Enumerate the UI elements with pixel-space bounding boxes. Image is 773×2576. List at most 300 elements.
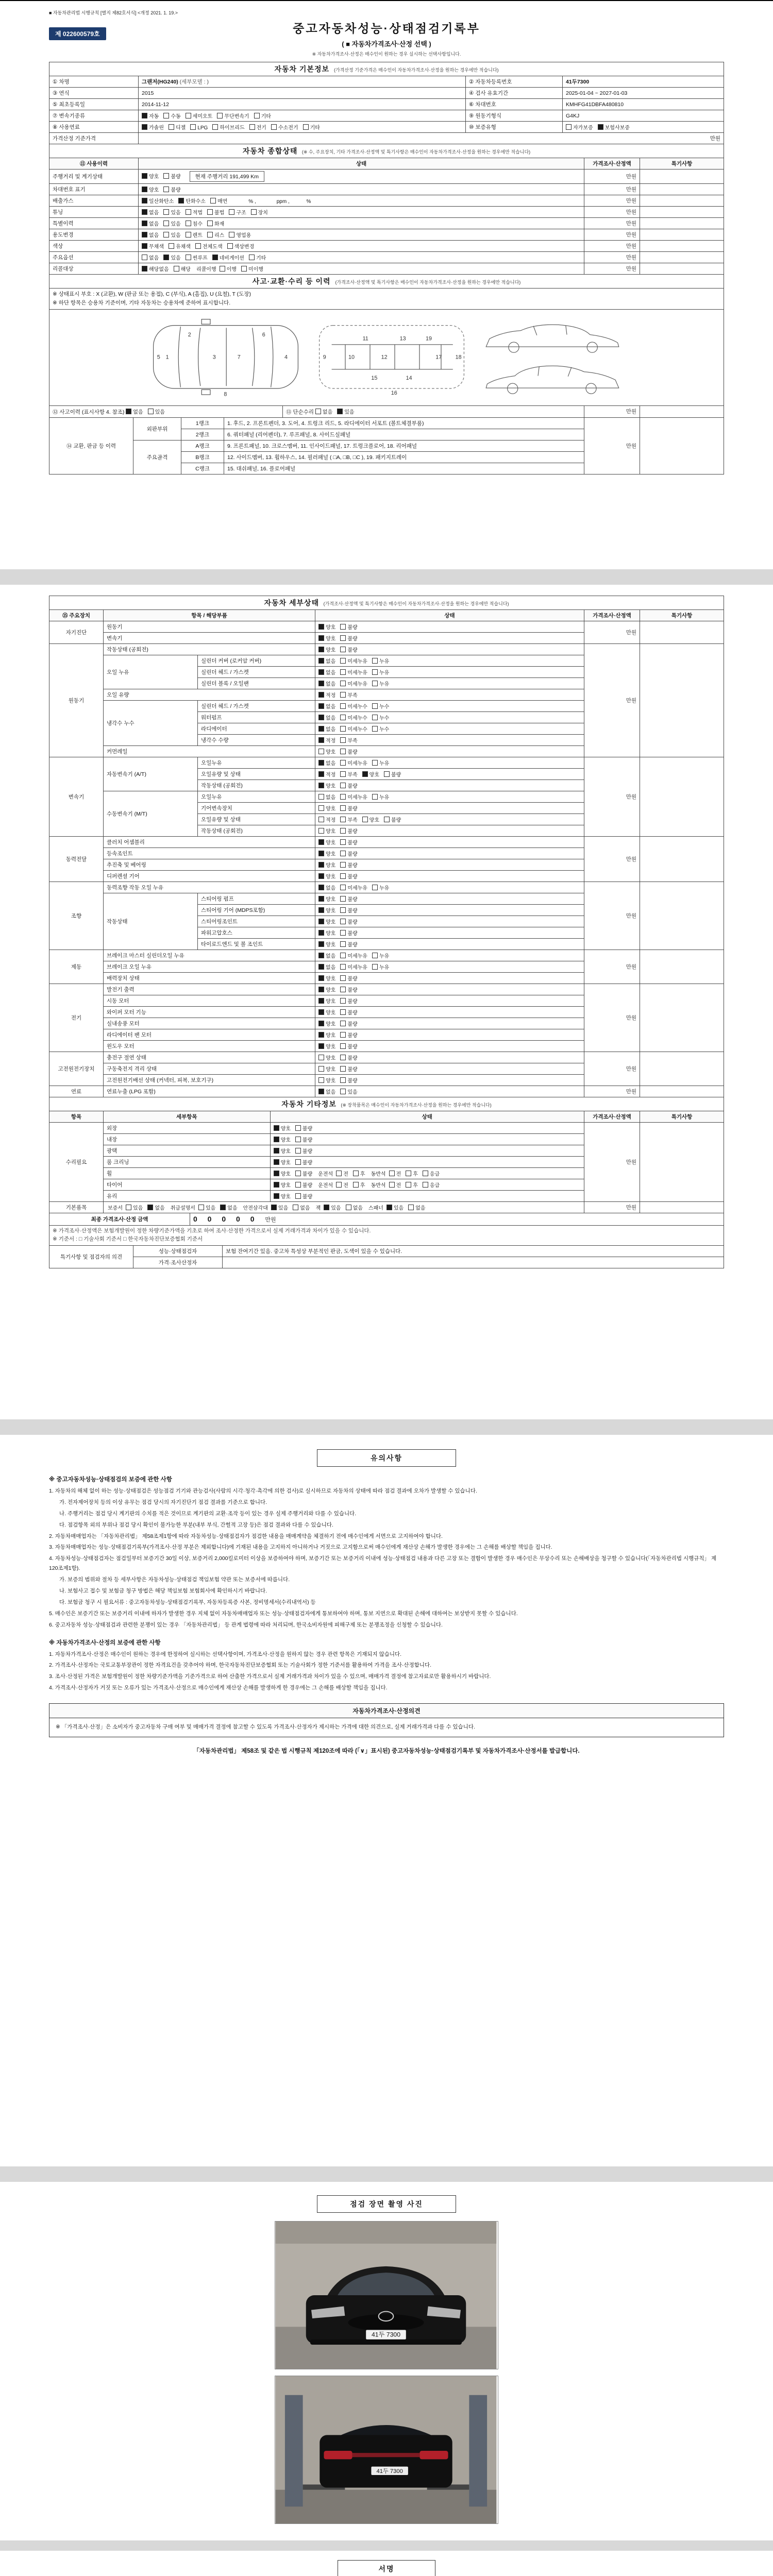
unchecked-checkbox[interactable] (340, 737, 346, 743)
unchecked-checkbox[interactable] (372, 885, 378, 890)
checkbox-option[interactable] (386, 1204, 404, 1211)
checkbox-option[interactable] (163, 208, 180, 216)
checkbox-option[interactable] (274, 1158, 291, 1166)
checked-checkbox[interactable] (324, 1205, 329, 1210)
checked-checkbox[interactable] (318, 930, 324, 936)
checked-checkbox[interactable] (318, 658, 324, 664)
checkbox-option[interactable] (148, 408, 165, 415)
checkbox-option[interactable] (340, 918, 357, 925)
unchecked-checkbox[interactable] (340, 1066, 346, 1072)
checked-checkbox[interactable] (318, 771, 324, 777)
checked-checkbox[interactable] (142, 198, 147, 204)
checkbox-option[interactable] (318, 691, 335, 699)
checkbox-option[interactable] (186, 112, 213, 120)
checkbox-option[interactable] (318, 974, 335, 982)
checkbox-option[interactable] (340, 1042, 357, 1050)
unchecked-checkbox[interactable] (340, 635, 346, 641)
unchecked-checkbox[interactable] (340, 771, 346, 777)
checked-checkbox[interactable] (318, 703, 324, 709)
checkbox-option[interactable] (142, 123, 164, 131)
checkbox-option[interactable] (318, 1008, 335, 1016)
checked-checkbox[interactable] (318, 987, 324, 992)
checkbox-option[interactable] (340, 1020, 357, 1027)
checkbox-option[interactable] (169, 242, 191, 250)
unchecked-checkbox[interactable] (340, 1055, 346, 1060)
checkbox-option[interactable] (389, 1170, 401, 1177)
checkbox-option[interactable] (337, 408, 354, 415)
unchecked-checkbox[interactable] (408, 1205, 414, 1210)
checkbox-option[interactable] (384, 816, 401, 823)
unchecked-checkbox[interactable] (346, 1205, 351, 1210)
checked-checkbox[interactable] (337, 409, 343, 414)
checkbox-option[interactable] (318, 940, 335, 948)
checkbox-option[interactable] (318, 872, 335, 880)
checked-checkbox[interactable] (142, 232, 147, 238)
checkbox-option[interactable] (229, 231, 251, 239)
checkbox-option[interactable] (271, 1204, 288, 1211)
checked-checkbox[interactable] (318, 715, 324, 720)
checkbox-option[interactable] (190, 124, 208, 131)
checkbox-option[interactable] (163, 219, 180, 227)
checkbox-option[interactable] (318, 838, 335, 846)
checkbox-option[interactable] (295, 1147, 312, 1155)
unchecked-checkbox[interactable] (303, 124, 309, 130)
unchecked-checkbox[interactable] (295, 1125, 301, 1131)
checked-checkbox[interactable] (318, 953, 324, 958)
checkbox-option[interactable] (340, 691, 357, 699)
unchecked-checkbox[interactable] (389, 1182, 395, 1188)
checked-checkbox[interactable] (318, 975, 324, 981)
checkbox-option[interactable] (372, 657, 389, 665)
checkbox-option[interactable] (318, 782, 335, 789)
checkbox-option[interactable] (318, 680, 335, 687)
unchecked-checkbox[interactable] (340, 1089, 346, 1094)
checkbox-option[interactable] (340, 940, 357, 948)
checkbox-option[interactable] (362, 770, 379, 778)
checkbox-option[interactable] (372, 963, 389, 971)
checkbox-option[interactable] (126, 408, 143, 415)
checked-checkbox[interactable] (142, 209, 147, 215)
checkbox-option[interactable] (340, 668, 367, 676)
checkbox-option[interactable] (372, 793, 389, 801)
checked-checkbox[interactable] (318, 647, 324, 652)
checkbox-option[interactable] (384, 770, 401, 778)
checkbox-option[interactable] (169, 123, 186, 131)
checked-checkbox[interactable] (126, 409, 131, 414)
checkbox-option[interactable] (318, 884, 335, 891)
checkbox-option[interactable] (340, 1088, 357, 1095)
checkbox-option[interactable] (186, 219, 203, 227)
checkbox-option[interactable] (212, 253, 244, 261)
checkbox-option[interactable] (295, 1158, 312, 1166)
checkbox-option[interactable] (251, 208, 268, 216)
checkbox-option[interactable] (318, 1054, 335, 1061)
unchecked-checkbox[interactable] (148, 409, 154, 414)
checkbox-option[interactable] (318, 850, 335, 857)
checkbox-option[interactable] (340, 770, 357, 778)
checked-checkbox[interactable] (318, 760, 324, 766)
unchecked-checkbox[interactable] (318, 1077, 324, 1083)
checkbox-option[interactable] (229, 208, 246, 216)
unchecked-checkbox[interactable] (372, 703, 378, 709)
checkbox-option[interactable] (274, 1124, 291, 1132)
checked-checkbox[interactable] (142, 243, 147, 249)
checkbox-option[interactable] (186, 231, 203, 239)
checkbox-option[interactable] (318, 793, 335, 801)
checkbox-option[interactable] (142, 172, 159, 180)
checkbox-option[interactable] (318, 1088, 335, 1095)
unchecked-checkbox[interactable] (318, 1066, 324, 1072)
checkbox-option[interactable] (295, 1136, 312, 1143)
unchecked-checkbox[interactable] (340, 692, 346, 698)
unchecked-checkbox[interactable] (353, 1182, 359, 1188)
checkbox-option[interactable] (315, 408, 332, 415)
checkbox-option[interactable] (318, 759, 335, 767)
unchecked-checkbox[interactable] (340, 1009, 346, 1015)
checkbox-option[interactable] (318, 952, 335, 959)
unchecked-checkbox[interactable] (163, 187, 169, 192)
unchecked-checkbox[interactable] (423, 1182, 428, 1188)
unchecked-checkbox[interactable] (340, 749, 346, 754)
unchecked-checkbox[interactable] (249, 255, 255, 260)
checkbox-option[interactable] (406, 1181, 418, 1189)
unchecked-checkbox[interactable] (340, 941, 346, 947)
checkbox-option[interactable] (274, 1147, 291, 1155)
checkbox-option[interactable] (340, 997, 357, 1005)
checkbox-option[interactable] (195, 242, 223, 250)
checked-checkbox[interactable] (318, 919, 324, 924)
checkbox-option[interactable] (340, 929, 357, 937)
checkbox-option[interactable] (566, 123, 593, 131)
checkbox-option[interactable] (340, 884, 367, 891)
checkbox-option[interactable] (340, 680, 367, 687)
checkbox-option[interactable] (318, 748, 335, 755)
checked-checkbox[interactable] (178, 198, 184, 204)
unchecked-checkbox[interactable] (340, 783, 346, 788)
checkbox-option[interactable] (318, 906, 335, 914)
checkbox-option[interactable] (186, 208, 203, 216)
unchecked-checkbox[interactable] (241, 266, 247, 272)
unchecked-checkbox[interactable] (340, 726, 346, 732)
checkbox-option[interactable] (372, 702, 389, 710)
unchecked-checkbox[interactable] (318, 828, 324, 834)
checkbox-option[interactable] (249, 253, 266, 261)
checkbox-option[interactable] (340, 793, 367, 801)
unchecked-checkbox[interactable] (195, 243, 201, 249)
checkbox-option[interactable] (340, 623, 357, 631)
unchecked-checkbox[interactable] (295, 1182, 301, 1188)
checkbox-option[interactable] (340, 838, 357, 846)
checked-checkbox[interactable] (318, 624, 324, 630)
checkbox-option[interactable] (340, 748, 357, 755)
checkbox-option[interactable] (303, 123, 320, 131)
checkbox-option[interactable] (353, 1181, 365, 1189)
checked-checkbox[interactable] (318, 885, 324, 890)
unchecked-checkbox[interactable] (372, 658, 378, 664)
checked-checkbox[interactable] (271, 1205, 277, 1210)
checkbox-option[interactable] (340, 850, 357, 857)
checkbox-option[interactable] (340, 759, 367, 767)
unchecked-checkbox[interactable] (340, 851, 346, 856)
unchecked-checkbox[interactable] (295, 1159, 301, 1165)
checkbox-option[interactable] (318, 736, 335, 744)
unchecked-checkbox[interactable] (340, 907, 346, 913)
unchecked-checkbox[interactable] (340, 998, 346, 1004)
unchecked-checkbox[interactable] (163, 232, 169, 238)
unchecked-checkbox[interactable] (340, 862, 346, 868)
checked-checkbox[interactable] (220, 1205, 226, 1210)
checkbox-option[interactable] (372, 725, 389, 733)
unchecked-checkbox[interactable] (340, 703, 346, 709)
unchecked-checkbox[interactable] (318, 1055, 324, 1060)
checked-checkbox[interactable] (274, 1148, 279, 1154)
checked-checkbox[interactable] (147, 1205, 153, 1210)
checkbox-option[interactable] (340, 861, 357, 869)
checkbox-option[interactable] (293, 1204, 310, 1211)
unchecked-checkbox[interactable] (212, 124, 218, 130)
checkbox-option[interactable] (220, 1204, 237, 1211)
unchecked-checkbox[interactable] (318, 749, 324, 754)
unchecked-checkbox[interactable] (362, 817, 368, 822)
checked-checkbox[interactable] (318, 1043, 324, 1049)
checkbox-option[interactable] (142, 265, 169, 273)
checkbox-option[interactable] (295, 1192, 312, 1200)
unchecked-checkbox[interactable] (340, 817, 346, 822)
unchecked-checkbox[interactable] (372, 726, 378, 732)
checkbox-option[interactable] (274, 1136, 291, 1143)
checkbox-option[interactable] (318, 963, 335, 971)
checked-checkbox[interactable] (386, 1205, 392, 1210)
unchecked-checkbox[interactable] (372, 794, 378, 800)
checked-checkbox[interactable] (362, 771, 368, 777)
checkbox-option[interactable] (340, 1065, 357, 1073)
checkbox-option[interactable] (318, 986, 335, 993)
unchecked-checkbox[interactable] (217, 113, 223, 118)
unchecked-checkbox[interactable] (340, 919, 346, 924)
checkbox-option[interactable] (163, 172, 180, 180)
unchecked-checkbox[interactable] (163, 173, 169, 179)
checkbox-option[interactable] (318, 1065, 335, 1073)
checked-checkbox[interactable] (318, 1032, 324, 1038)
checkbox-option[interactable] (423, 1170, 440, 1177)
checkbox-option[interactable] (163, 185, 180, 193)
unchecked-checkbox[interactable] (295, 1193, 301, 1199)
unchecked-checkbox[interactable] (340, 828, 346, 834)
checked-checkbox[interactable] (318, 692, 324, 698)
unchecked-checkbox[interactable] (340, 953, 346, 958)
unchecked-checkbox[interactable] (254, 113, 260, 118)
unchecked-checkbox[interactable] (340, 647, 346, 652)
checked-checkbox[interactable] (318, 1009, 324, 1015)
unchecked-checkbox[interactable] (340, 964, 346, 970)
checkbox-option[interactable] (353, 1170, 365, 1177)
unchecked-checkbox[interactable] (340, 1077, 346, 1083)
checkbox-option[interactable] (217, 112, 249, 120)
checked-checkbox[interactable] (318, 896, 324, 902)
checkbox-option[interactable] (318, 918, 335, 925)
checkbox-option[interactable] (318, 1076, 335, 1084)
checked-checkbox[interactable] (318, 873, 324, 879)
checked-checkbox[interactable] (318, 964, 324, 970)
checkbox-option[interactable] (210, 197, 227, 205)
unchecked-checkbox[interactable] (229, 209, 234, 215)
checked-checkbox[interactable] (318, 737, 324, 743)
checkbox-option[interactable] (227, 242, 255, 250)
checkbox-option[interactable] (207, 219, 224, 227)
checkbox-option[interactable] (186, 253, 208, 261)
unchecked-checkbox[interactable] (340, 839, 346, 845)
checkbox-option[interactable] (318, 895, 335, 903)
unchecked-checkbox[interactable] (186, 255, 191, 260)
checkbox-option[interactable] (372, 759, 389, 767)
checkbox-option[interactable] (295, 1170, 312, 1177)
checkbox-option[interactable] (271, 123, 298, 131)
checkbox-option[interactable] (318, 714, 335, 721)
checkbox-option[interactable] (340, 702, 367, 710)
unchecked-checkbox[interactable] (271, 124, 277, 130)
unchecked-checkbox[interactable] (318, 805, 324, 811)
unchecked-checkbox[interactable] (340, 760, 346, 766)
checkbox-option[interactable] (142, 219, 159, 227)
unchecked-checkbox[interactable] (340, 624, 346, 630)
unchecked-checkbox[interactable] (353, 1171, 359, 1176)
checkbox-option[interactable] (318, 668, 335, 676)
checkbox-option[interactable] (340, 895, 357, 903)
unchecked-checkbox[interactable] (372, 669, 378, 675)
unchecked-checkbox[interactable] (340, 873, 346, 879)
checkbox-option[interactable] (336, 1181, 348, 1189)
checked-checkbox[interactable] (274, 1171, 279, 1176)
unchecked-checkbox[interactable] (207, 221, 213, 226)
checkbox-option[interactable] (340, 1076, 357, 1084)
checked-checkbox[interactable] (274, 1125, 279, 1131)
checkbox-option[interactable] (362, 816, 379, 823)
checkbox-option[interactable] (372, 952, 389, 959)
unchecked-checkbox[interactable] (372, 760, 378, 766)
unchecked-checkbox[interactable] (340, 794, 346, 800)
checked-checkbox[interactable] (142, 124, 147, 130)
checkbox-option[interactable] (408, 1204, 425, 1211)
checked-checkbox[interactable] (163, 255, 169, 260)
checkbox-option[interactable] (318, 804, 335, 812)
checkbox-option[interactable] (318, 1031, 335, 1039)
unchecked-checkbox[interactable] (384, 817, 390, 822)
checked-checkbox[interactable] (318, 1089, 324, 1094)
checkbox-option[interactable] (340, 725, 367, 733)
unchecked-checkbox[interactable] (163, 113, 169, 118)
checked-checkbox[interactable] (318, 907, 324, 913)
unchecked-checkbox[interactable] (340, 669, 346, 675)
unchecked-checkbox[interactable] (207, 232, 213, 238)
unchecked-checkbox[interactable] (315, 409, 321, 414)
checked-checkbox[interactable] (142, 187, 147, 192)
unchecked-checkbox[interactable] (372, 715, 378, 720)
unchecked-checkbox[interactable] (336, 1171, 342, 1176)
checkbox-option[interactable] (340, 816, 357, 823)
checkbox-option[interactable] (249, 123, 266, 131)
checked-checkbox[interactable] (318, 941, 324, 947)
unchecked-checkbox[interactable] (336, 1182, 342, 1188)
checkbox-option[interactable] (163, 112, 180, 120)
checkbox-option[interactable] (274, 1192, 291, 1200)
checkbox-option[interactable] (423, 1181, 440, 1189)
unchecked-checkbox[interactable] (340, 805, 346, 811)
checkbox-option[interactable] (340, 657, 367, 665)
unchecked-checkbox[interactable] (186, 232, 191, 238)
unchecked-checkbox[interactable] (566, 124, 572, 130)
checkbox-option[interactable] (340, 1054, 357, 1061)
checkbox-option[interactable] (174, 265, 191, 273)
checkbox-option[interactable] (372, 714, 389, 721)
checkbox-option[interactable] (142, 242, 164, 250)
checkbox-option[interactable] (340, 906, 357, 914)
checkbox-option[interactable] (318, 1042, 335, 1050)
checkbox-option[interactable] (340, 736, 357, 744)
checked-checkbox[interactable] (142, 173, 147, 179)
checkbox-option[interactable] (207, 231, 224, 239)
unchecked-checkbox[interactable] (190, 124, 196, 130)
unchecked-checkbox[interactable] (227, 243, 233, 249)
checked-checkbox[interactable] (142, 266, 147, 272)
checkbox-option[interactable] (142, 197, 174, 205)
unchecked-checkbox[interactable] (249, 124, 255, 130)
checked-checkbox[interactable] (142, 221, 147, 226)
unchecked-checkbox[interactable] (198, 1205, 204, 1210)
checked-checkbox[interactable] (212, 255, 218, 260)
unchecked-checkbox[interactable] (340, 987, 346, 992)
unchecked-checkbox[interactable] (293, 1205, 298, 1210)
checked-checkbox[interactable] (318, 862, 324, 868)
unchecked-checkbox[interactable] (340, 975, 346, 981)
checkbox-option[interactable] (318, 861, 335, 869)
unchecked-checkbox[interactable] (340, 930, 346, 936)
checked-checkbox[interactable] (318, 726, 324, 732)
unchecked-checkbox[interactable] (295, 1171, 301, 1176)
unchecked-checkbox[interactable] (295, 1137, 301, 1142)
checkbox-option[interactable] (274, 1181, 291, 1189)
checkbox-option[interactable] (142, 231, 159, 239)
checkbox-option[interactable] (163, 231, 180, 239)
checkbox-option[interactable] (163, 253, 180, 261)
checkbox-option[interactable] (318, 623, 335, 631)
checked-checkbox[interactable] (318, 1021, 324, 1026)
checked-checkbox[interactable] (318, 783, 324, 788)
checkbox-option[interactable] (340, 1008, 357, 1016)
checkbox-option[interactable] (274, 1170, 291, 1177)
checkbox-option[interactable] (178, 197, 206, 205)
checkbox-option[interactable] (220, 265, 237, 273)
unchecked-checkbox[interactable] (163, 209, 169, 215)
checkbox-option[interactable] (372, 668, 389, 676)
checkbox-option[interactable] (336, 1170, 348, 1177)
unchecked-checkbox[interactable] (340, 658, 346, 664)
checkbox-option[interactable] (142, 112, 159, 120)
checkbox-option[interactable] (340, 963, 367, 971)
unchecked-checkbox[interactable] (169, 243, 174, 249)
unchecked-checkbox[interactable] (340, 1021, 346, 1026)
unchecked-checkbox[interactable] (340, 885, 346, 890)
checkbox-option[interactable] (372, 680, 389, 687)
checkbox-option[interactable] (340, 872, 357, 880)
checkbox-option[interactable] (142, 208, 159, 216)
unchecked-checkbox[interactable] (229, 232, 234, 238)
unchecked-checkbox[interactable] (340, 896, 346, 902)
checked-checkbox[interactable] (318, 635, 324, 641)
unchecked-checkbox[interactable] (126, 1205, 131, 1210)
unchecked-checkbox[interactable] (186, 209, 191, 215)
checkbox-option[interactable] (295, 1181, 312, 1189)
checkbox-option[interactable] (340, 974, 357, 982)
